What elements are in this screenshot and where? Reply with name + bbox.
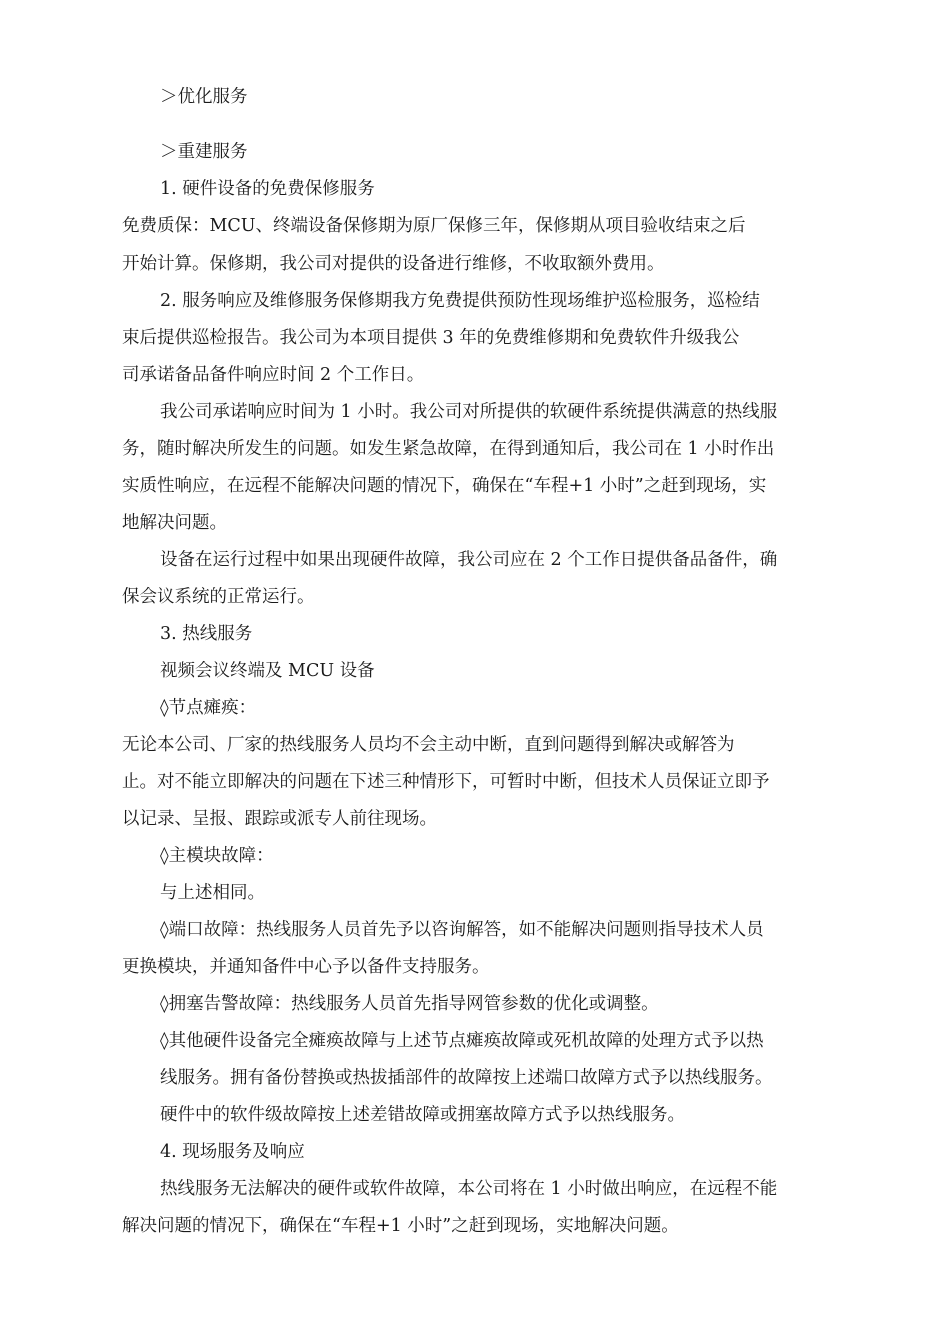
paragraph-line: 束后提供巡检报告。我公司为本项目提供 3 年的免费维修期和免费软件升级我公: [122, 328, 740, 348]
paragraph-line: 设备在运行过程中如果出现硬件故障，我公司应在 2 个工作日提供备品备件，确: [160, 550, 778, 570]
paragraph-line: 止。对不能立即解决的问题在下述三种情形下，可暂时中断，但技术人员保证立即予: [122, 772, 770, 792]
paragraph-line: 以记录、呈报、跟踪或派专人前往现场。: [122, 809, 437, 829]
paragraph-line: 开始计算。保修期，我公司对提供的设备进行维修，不收取额外费用。: [122, 254, 665, 274]
paragraph-line: 地解决问题。: [122, 513, 227, 533]
diamond-item-main-module: ◊主模块故障：: [160, 846, 274, 866]
paragraph-line: 我公司承诺响应时间为 1 小时。我公司对所提供的软硬件系统提供满意的热线服: [160, 402, 778, 422]
section-heading-3: 3. 热线服务: [160, 624, 253, 644]
paragraph-line: 免费质保：MCU、终端设备保修期为原厂保修三年，保修期从项目验收结束之后: [122, 216, 746, 236]
bullet-rebuild-service: ＞重建服务: [160, 142, 248, 162]
section-heading-2: 2. 服务响应及维修服务保修期我方免费提供预防性现场维护巡检服务，巡检结: [160, 291, 760, 311]
diamond-item-congestion: ◊拥塞告警故障：热线服务人员首先指导网管参数的优化或调整。: [160, 994, 659, 1014]
bullet-optimize-service: ＞优化服务: [160, 87, 248, 107]
section-heading-4: 4. 现场服务及响应: [160, 1142, 305, 1162]
diamond-item-other-hardware: ◊其他硬件设备完全瘫痪故障与上述节点瘫痪故障或死机故障的处理方式予以热: [160, 1031, 764, 1051]
subheading-video-conference: 视频会议终端及 MCU 设备: [160, 661, 375, 681]
section-heading-1: 1. 硬件设备的免费保修服务: [160, 179, 375, 199]
paragraph-line: 务，随时解决所发生的问题。如发生紧急故障，在得到通知后，我公司在 1 小时作出: [122, 439, 775, 459]
diamond-item-node-paralysis: ◊节点瘫痪：: [160, 698, 257, 718]
diamond-item-port-failure: ◊端口故障：热线服务人员首先予以咨询解答，如不能解决问题则指导技术人员: [160, 920, 764, 940]
paragraph-line: 硬件中的软件级故障按上述差错故障或拥塞故障方式予以热线服务。: [160, 1105, 685, 1125]
paragraph-line: 实质性响应，在远程不能解决问题的情况下，确保在“车程+1 小时”之赶到现场，实: [122, 476, 767, 496]
paragraph-line: 解决问题的情况下，确保在“车程+1 小时”之赶到现场，实地解决问题。: [122, 1216, 679, 1236]
paragraph-line: 无论本公司、厂家的热线服务人员均不会主动中断，直到问题得到解决或解答为: [122, 735, 735, 755]
paragraph-line: 保会议系统的正常运行。: [122, 587, 315, 607]
paragraph-line: 司承诺备品备件响应时间 2 个工作日。: [122, 365, 425, 385]
paragraph-line: 线服务。拥有备份替换或热拔插部件的故障按上述端口故障方式予以热线服务。: [160, 1068, 773, 1088]
paragraph-line: 更换模块，并通知备件中心予以备件支持服务。: [122, 957, 490, 977]
paragraph-line: 与上述相同。: [160, 883, 265, 903]
paragraph-line: 热线服务无法解决的硬件或软件故障，本公司将在 1 小时做出响应，在远程不能: [160, 1179, 778, 1199]
